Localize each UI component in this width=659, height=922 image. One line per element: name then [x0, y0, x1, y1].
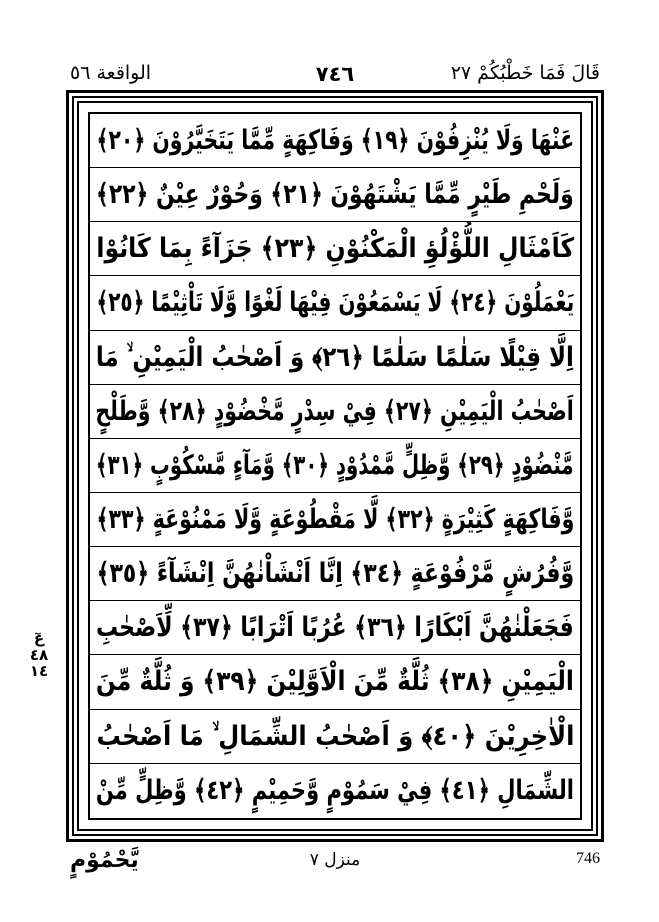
verse-line: كَاَمْثَالِ اللُّؤْلُؤِ الْمَكْنُوْنِ ﴿٢٣﴾ جَزَآءً بِمَا كَانُوْا [90, 222, 580, 276]
verse-line: مَّنْضُوْدٍ ﴿٢٩﴾ وَّظِلٍّ مَّمْدُوْدٍ ﴿٣٠﴾ وَّمَآءٍ مَّسْكُوْبٍ ﴿٣١﴾ [90, 439, 580, 493]
ruku-number-top: ٤٨ [29, 645, 49, 664]
verse-line: الشِّمَالِ ﴿٤١﴾ فِيْ سَمُوْمٍ وَّحَمِيْمٍ ﴿٤٢﴾ وَّظِلٍّ مِّنْ [95, 775, 575, 807]
verse-text-area [90, 114, 580, 818]
ruku-number-bottom: ١٤ [29, 662, 49, 680]
page-header [70, 62, 600, 88]
page-footer [70, 846, 600, 874]
verse-line: الْيَمِيْنِ ﴿٣٨﴾ ثُلَّةٌ مِّنَ الْاَوَّلِيْنَ ﴿٣٩﴾ وَ ثُلَّةٌ مِّنَ [90, 655, 580, 709]
verse-line: اَصْحٰبُ الْيَمِيْنِ ﴿٢٧﴾ فِيْ سِدْرٍ مَّخْضُوْدٍ ﴿٢٨﴾ وَّطَلْحٍ [90, 385, 580, 439]
verse-line: وَّفَاكِهَةٍ كَثِيْرَةٍ ﴿٣٢﴾ لَّا مَقْطُوْعَةٍ وَّلَا مَمْنُوْعَةٍ ﴿٣٣﴾ [90, 493, 580, 547]
ruku-symbol: عٓ [33, 629, 45, 647]
surah-label: الواقعة ٥٦ [70, 62, 152, 84]
verse-line: وَلَحْمِ طَيْرٍ مِّمَّا يَشْتَهُوْنَ ﴿٢١﴾ وَحُوْرٌ عِيْنٌ ﴿٢٢﴾ [90, 168, 580, 222]
catchword: يَّحْمُوْمٍ [70, 848, 139, 873]
page-number: 746 [576, 850, 600, 867]
verse-line: يَعْمَلُوْنَ ﴿٢٤﴾ لَا يَسْمَعُوْنَ فِيْهَا لَغْوًا وَّلَا تَاْثِيْمًا ﴿٢٥﴾ [90, 276, 580, 330]
verse-line: اِلَّا قِيْلًا سَلٰمًا سَلٰمًا ﴿٢٦﴾ وَ اَصْحٰبُ الْيَمِيْنِ ۙ مَا [90, 331, 580, 385]
ruku-marker [20, 630, 58, 690]
verse-line: وَّفُرُشٍ مَّرْفُوْعَةٍ ﴿٣٤﴾ اِنَّا اَنْشَاْنٰهُنَّ اِنْشَآءً ﴿٣٥﴾ [90, 547, 580, 601]
verse-line: فَجَعَلْنٰهُنَّ اَبْكَارًا ﴿٣٦﴾ عُرُبًا اَتْرَابًا ﴿٣٧﴾ لِّاَصْحٰبِ [90, 601, 580, 655]
juz-label: قَالَ فَمَا خَطْبُكُمْ ٢٧ [450, 62, 600, 84]
manzil-label: منزل ٧ [309, 850, 361, 870]
arabic-page-number: ٧٤٦ [315, 62, 355, 86]
verse-line: الْاٰخِرِيْنَ ﴿٤٠﴾ وَ اَصْحٰبُ الشِّمَالِ ۙ مَا اَصْحٰبُ [90, 710, 580, 764]
verse-line: عَنْهَا وَلَا يُنْزِفُوْنَ ﴿١٩﴾ وَفَاكِهَةٍ مِّمَّا يَتَخَيَّرُوْنَ ﴿٢٠﴾ [90, 114, 580, 168]
